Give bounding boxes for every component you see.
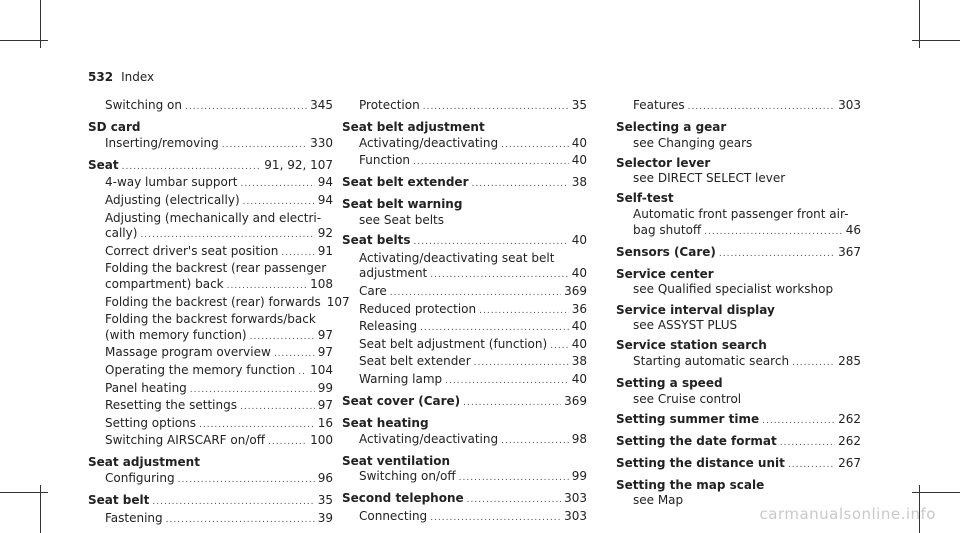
page-ref-link[interactable]: 99 (317, 380, 333, 395)
index-subentry: see DIRECT SELECT lever (633, 171, 786, 186)
page-ref-link[interactable]: 303 (838, 98, 861, 112)
dot-leader (227, 279, 307, 295)
heading-text: Setting the distance unit (616, 455, 785, 470)
page-ref-link[interactable]: 46 (845, 222, 861, 237)
index-subentry (88, 136, 333, 154)
page-ref-link[interactable]: 99 (571, 469, 587, 484)
entry-text: Switching on/off (359, 469, 456, 484)
index-subentry (88, 226, 333, 244)
index-subentry: Folding the backrest (rear passenger (105, 261, 327, 276)
index-subentry (88, 471, 333, 489)
index-subentry (342, 98, 587, 116)
page-ref-link[interactable]: 94 (317, 175, 333, 190)
index-subentry (88, 511, 333, 529)
entry-text: bag shutoff (633, 222, 702, 237)
entry-text: cally) (105, 226, 138, 241)
dot-leader (788, 458, 835, 474)
index-subentry (88, 175, 333, 193)
index-subentry (342, 509, 587, 527)
dot-leader (140, 228, 314, 244)
entry-text: Inserting/removing (105, 135, 219, 150)
index-heading (616, 412, 861, 430)
index-subentry (88, 345, 333, 363)
page-ref-link[interactable]: 285 (838, 353, 861, 368)
heading-text: Seat belts (342, 233, 411, 248)
index-column-2 (342, 98, 587, 527)
crop-mark (912, 492, 960, 493)
entry-text: Massage program overview (105, 345, 271, 360)
page-ref-link[interactable]: 104 (310, 362, 333, 377)
heading-text: Seat (88, 157, 119, 172)
dot-leader (268, 435, 307, 451)
index-heading (342, 491, 587, 509)
page-ref-link[interactable]: 100 (310, 433, 333, 448)
dot-leader (704, 225, 843, 241)
dot-leader (780, 436, 835, 452)
page-ref-link[interactable]: 38 (571, 175, 587, 190)
index-subentry (88, 294, 350, 313)
page-ref-link[interactable]: 107 (326, 294, 350, 309)
page-ref-link[interactable]: 369 (564, 283, 587, 298)
watermark: carmanualsonline.info (759, 505, 936, 523)
entry-text: Adjusting (electrically) (105, 192, 240, 207)
page-ref-link[interactable]: 40 (571, 336, 587, 351)
index-subentry (342, 266, 587, 284)
index-heading: Setting the map scale (616, 477, 765, 492)
dot-leader (413, 155, 569, 171)
index-heading: Selecting a gear (616, 120, 727, 135)
crop-mark (0, 492, 48, 493)
index-subentry (88, 433, 333, 451)
index-heading (88, 493, 333, 511)
heading-text: Setting the date format (616, 433, 777, 448)
dot-leader (420, 321, 569, 337)
crop-mark (0, 40, 48, 41)
dot-leader (390, 286, 561, 302)
page-ref-link[interactable]: 94 (317, 192, 333, 207)
index-subentry (88, 398, 333, 416)
dot-leader (463, 396, 561, 412)
entry-text: Activating/deactivating (359, 135, 499, 150)
index-column-1 (88, 98, 350, 528)
page-ref-link[interactable]: 40 (571, 319, 587, 334)
entry-text: Operating the memory function (105, 362, 296, 377)
entry-text: Features (633, 98, 685, 112)
dot-leader (281, 246, 314, 262)
index-subentry (88, 277, 333, 295)
page-ref-link[interactable]: 40 (571, 153, 587, 168)
index-heading: Service center (616, 266, 714, 281)
entry-text: Warning lamp (359, 371, 443, 386)
entry-text: Connecting (359, 509, 428, 524)
index-subentry (88, 98, 333, 116)
entry-text: Configuring (105, 470, 175, 485)
index-heading: SD card (88, 120, 141, 135)
index-heading: Seat heating (342, 416, 429, 431)
heading-text: Seat cover (Care) (342, 394, 461, 408)
section-title: Index (121, 70, 155, 84)
dot-leader (190, 383, 315, 399)
dot-leader (414, 235, 569, 251)
page-ref-link[interactable]: 91 (317, 243, 333, 258)
entry-text: (with memory function) (105, 327, 247, 342)
index-subentry (616, 98, 861, 116)
page-ref-link[interactable]: 330 (310, 135, 333, 150)
index-subentry (342, 337, 587, 355)
dot-leader (445, 374, 569, 390)
page-ref-link[interactable]: 40 (571, 266, 587, 281)
page-ref-link[interactable]: 369 (564, 394, 587, 408)
dot-leader (185, 100, 307, 116)
dot-leader (298, 365, 307, 381)
page-ref-link[interactable]: 97 (317, 327, 333, 342)
entry-text: Correct driver's seat position (105, 243, 279, 258)
page-ref-link[interactable]: 96 (317, 470, 333, 485)
index-heading: Setting a speed (616, 375, 723, 390)
dot-leader (459, 471, 569, 487)
page-ref-link[interactable]: 97 (317, 345, 333, 360)
page-ref-link[interactable]: 35 (317, 493, 333, 508)
dot-leader (479, 304, 569, 320)
dot-leader (472, 177, 569, 193)
dot-leader (199, 418, 315, 434)
index-heading (342, 394, 587, 412)
index-heading: Self-test (616, 191, 674, 206)
entry-text: adjustment (359, 266, 428, 281)
dot-leader (240, 177, 314, 193)
heading-text: Seat belt extender (342, 175, 469, 190)
dot-leader (122, 160, 262, 176)
index-subentry: see Qualified specialist workshop (633, 282, 834, 297)
index-subentry (616, 354, 861, 372)
entry-text: Switching on (105, 98, 182, 112)
index-subentry: Activating/deactivating seat belt (359, 250, 555, 265)
entry-text: compartment) back (105, 276, 224, 291)
entry-text: Activating/deactivating (359, 431, 499, 446)
page-ref-link[interactable]: 40 (571, 135, 587, 150)
dot-leader (222, 138, 307, 154)
index-subentry (616, 223, 861, 241)
index-subentry (342, 136, 587, 154)
index-heading (616, 245, 861, 263)
index-heading (342, 175, 587, 193)
entry-text: Function (359, 153, 411, 168)
entry-text: 4-way lumbar support (105, 175, 238, 190)
crop-mark (912, 40, 960, 41)
page-ref-link[interactable]: 345 (310, 98, 333, 112)
page-ref-link[interactable]: 108 (310, 276, 333, 291)
index-subentry (88, 381, 333, 399)
dot-leader (550, 339, 569, 355)
entry-text: Switching AIRSCARF on/off (105, 433, 265, 448)
page-ref-link[interactable]: 97 (317, 398, 333, 413)
page-ref-link[interactable]: 40 (571, 371, 587, 386)
dot-leader (152, 495, 314, 511)
page-ref-link[interactable]: 35 (571, 98, 587, 112)
index-heading (616, 456, 861, 474)
index-subentry: see ASSYST PLUS (633, 318, 738, 333)
index-subentry (88, 193, 333, 211)
dot-leader (719, 247, 835, 263)
index-heading: Selector lever (616, 155, 711, 170)
index-subentry: see Map (633, 493, 684, 508)
entry-text: Seat belt extender (359, 354, 471, 369)
index-subentry (88, 363, 333, 381)
dot-leader (501, 434, 569, 450)
index-heading (616, 434, 861, 452)
heading-text: Second telephone (342, 491, 464, 506)
heading-text: Sensors (Care) (616, 244, 716, 259)
index-heading: Seat belt warning (342, 197, 463, 212)
entry-text: Care (359, 283, 387, 298)
index-subentry (88, 244, 333, 262)
index-subentry (342, 372, 587, 390)
dot-leader (430, 268, 568, 284)
index-subentry: see Changing gears (633, 135, 753, 150)
heading-text: Seat belt (88, 493, 150, 508)
entry-text: Releasing (359, 319, 418, 334)
dot-leader (688, 100, 835, 116)
index-subentry (88, 328, 333, 346)
dot-leader (240, 400, 315, 416)
index-column-3 (616, 98, 861, 509)
dot-leader (243, 195, 315, 211)
entry-text: Seat belt adjustment (function) (359, 336, 548, 351)
dot-leader (166, 513, 315, 529)
index-heading: Service interval display (616, 302, 775, 317)
page-ref-link[interactable]: 303 (564, 509, 587, 524)
index-subentry (342, 319, 587, 337)
page-ref-link[interactable]: 40 (571, 233, 587, 248)
index-subentry (88, 416, 333, 434)
entry-text: Resetting the settings (105, 398, 237, 413)
heading-text: Setting summer time (616, 411, 760, 426)
entry-text: Setting options (105, 415, 196, 430)
index-heading: Seat belt adjustment (342, 120, 485, 135)
index-heading (342, 233, 587, 251)
index-subentry (342, 302, 587, 320)
entry-text: Fastening (105, 510, 163, 525)
page-ref-link[interactable]: 39 (317, 510, 333, 525)
index-subentry: Adjusting (mechanically and electri- (105, 210, 322, 225)
index-subentry (342, 284, 587, 302)
index-heading (88, 158, 333, 176)
page-ref-link[interactable]: 38 (571, 354, 587, 369)
entry-text: Starting automatic search (633, 353, 790, 368)
page-ref-link[interactable]: 367 (838, 244, 861, 259)
index-heading: Seat adjustment (88, 455, 200, 470)
page-ref-link[interactable]: 98 (571, 431, 587, 446)
page-ref-link[interactable]: 262 (838, 433, 861, 448)
page-header (88, 70, 154, 84)
dot-leader (467, 493, 561, 509)
index-subentry: Folding the backrest forwards/back (105, 312, 316, 327)
dot-leader (250, 330, 315, 346)
page-ref-link[interactable]: 92 (317, 226, 333, 241)
index-subentry (342, 354, 587, 372)
dot-leader (792, 356, 835, 372)
page-ref-link[interactable]: 36 (571, 301, 587, 316)
entry-text: Reduced protection (359, 301, 477, 316)
index-subentry (342, 432, 587, 450)
page-ref-link[interactable]: 91, 92, 107 (264, 157, 333, 172)
page-ref-link[interactable]: 16 (317, 415, 333, 430)
dot-leader (501, 138, 569, 154)
page-ref-link[interactable]: 267 (838, 455, 861, 470)
entry-text: Protection (359, 98, 420, 112)
index-subentry: see Cruise control (633, 391, 742, 406)
page-number: 532 (88, 70, 114, 84)
index-heading: Seat ventilation (342, 453, 450, 468)
dot-leader (474, 356, 569, 372)
dot-leader (762, 414, 835, 430)
dot-leader (274, 347, 315, 363)
dot-leader (430, 511, 561, 527)
entry-text: Panel heating (105, 380, 187, 395)
page-ref-link[interactable]: 262 (838, 411, 861, 426)
index-subentry: see Seat belts (359, 213, 444, 228)
page-ref-link[interactable]: 303 (564, 491, 587, 506)
index-subentry: Automatic front passenger front air- (633, 207, 849, 222)
dot-leader (178, 473, 315, 489)
index-subentry (342, 153, 587, 171)
dot-leader (423, 100, 569, 116)
entry-text: Folding the backrest (rear) forwards (105, 294, 321, 309)
index-subentry (342, 469, 587, 487)
index-heading: Service station search (616, 338, 767, 353)
